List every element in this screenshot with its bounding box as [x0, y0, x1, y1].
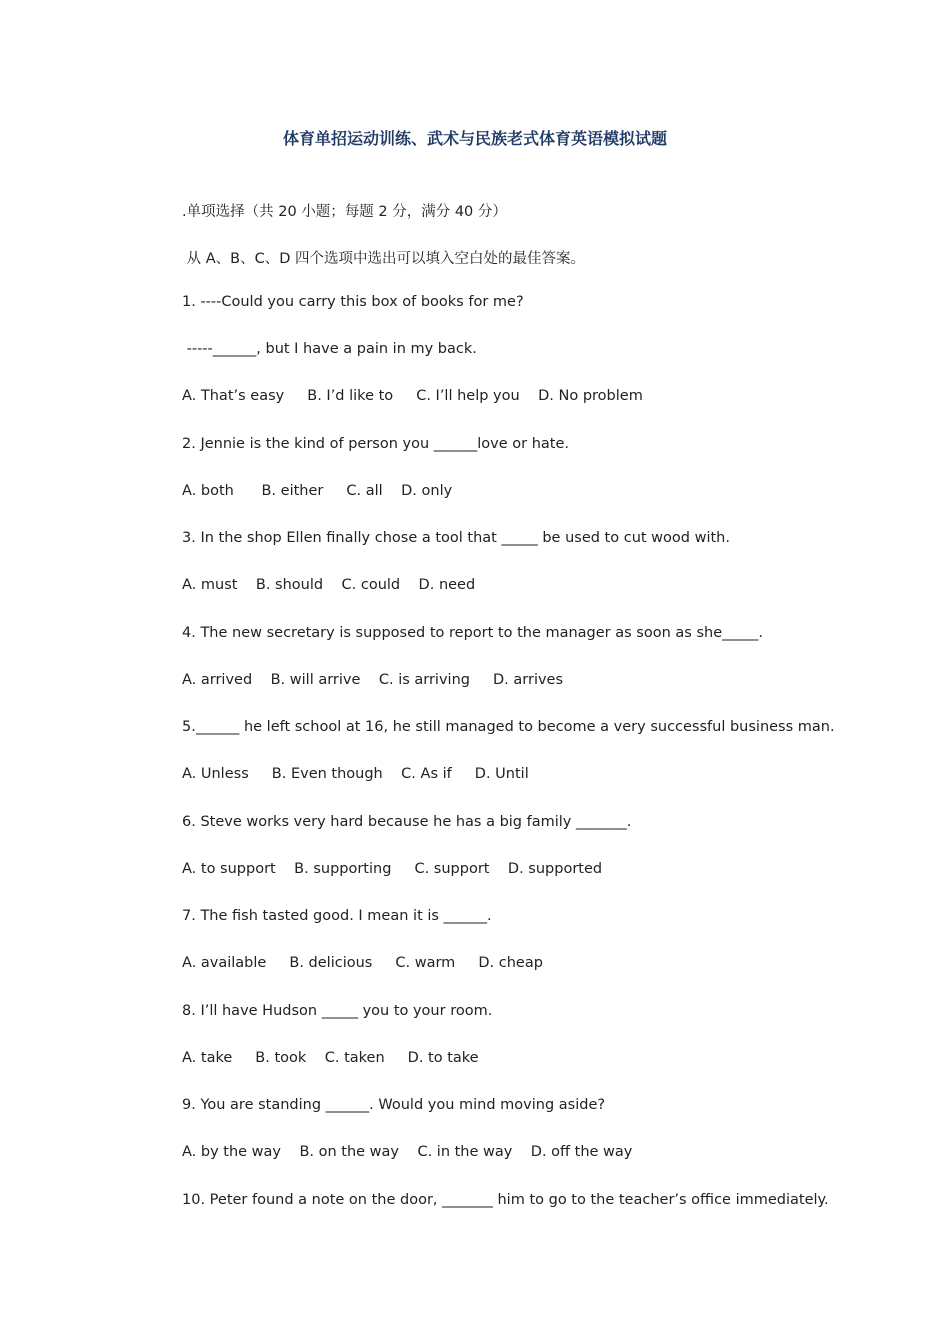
question-6: 6. Steve works very hard because he has a big family _______.: [182, 814, 632, 830]
question-5-options: A. Unless B. Even though C. As if D. Until: [182, 766, 529, 782]
question-9: 9. You are standing ______. Would you mind moving aside?: [182, 1097, 606, 1113]
question-3: 3. In the shop Ellen finally chose a tool that _____ be used to cut wood with.: [182, 530, 730, 546]
document-title: 体育单招运动训练、武术与民族老式体育英语模拟试题: [282, 129, 667, 148]
section-heading: .单项选择（共 20 小题；每题 2 分，满分 40 分）: [182, 204, 507, 220]
question-3-options: A. must B. should C. could D. need: [182, 577, 476, 593]
question-6-options: A. to support B. supporting C. support D. supported: [182, 861, 603, 877]
question-4: 4. The new secretary is supposed to report to the manager as soon as she_____.: [182, 625, 763, 641]
question-5: 5.______ he left school at 16, he still managed to become a very successful business man.: [182, 719, 835, 735]
question-1: 1. ----Could you carry this box of books for me?: [182, 294, 524, 310]
question-7-options: A. available B. delicious C. warm D. cheap: [182, 955, 543, 971]
instruction-text: 从 A、B、C、D 四个选项中选出可以填入空白处的最佳答案。: [182, 251, 585, 267]
question-1-options: A. That’s easy B. I’d like to C. I’ll help you D. No problem: [182, 388, 643, 404]
question-8: 8. I’ll have Hudson _____ you to your room.: [182, 1003, 493, 1019]
question-10: 10. Peter found a note on the door, _______ him to go to the teacher’s office immediately.: [182, 1192, 829, 1208]
question-8-options: A. take B. took C. taken D. to take: [182, 1050, 479, 1066]
question-1-reply: -----______, but I have a pain in my back.: [182, 341, 477, 357]
question-4-options: A. arrived B. will arrive C. is arriving D. arrives: [182, 672, 564, 688]
question-2-options: A. both B. either C. all D. only: [182, 483, 453, 499]
question-9-options: A. by the way B. on the way C. in the way D. off the way: [182, 1144, 633, 1160]
question-7: 7. The fish tasted good. I mean it is ______.: [182, 908, 492, 924]
question-2: 2. Jennie is the kind of person you ______love or hate.: [182, 436, 569, 452]
